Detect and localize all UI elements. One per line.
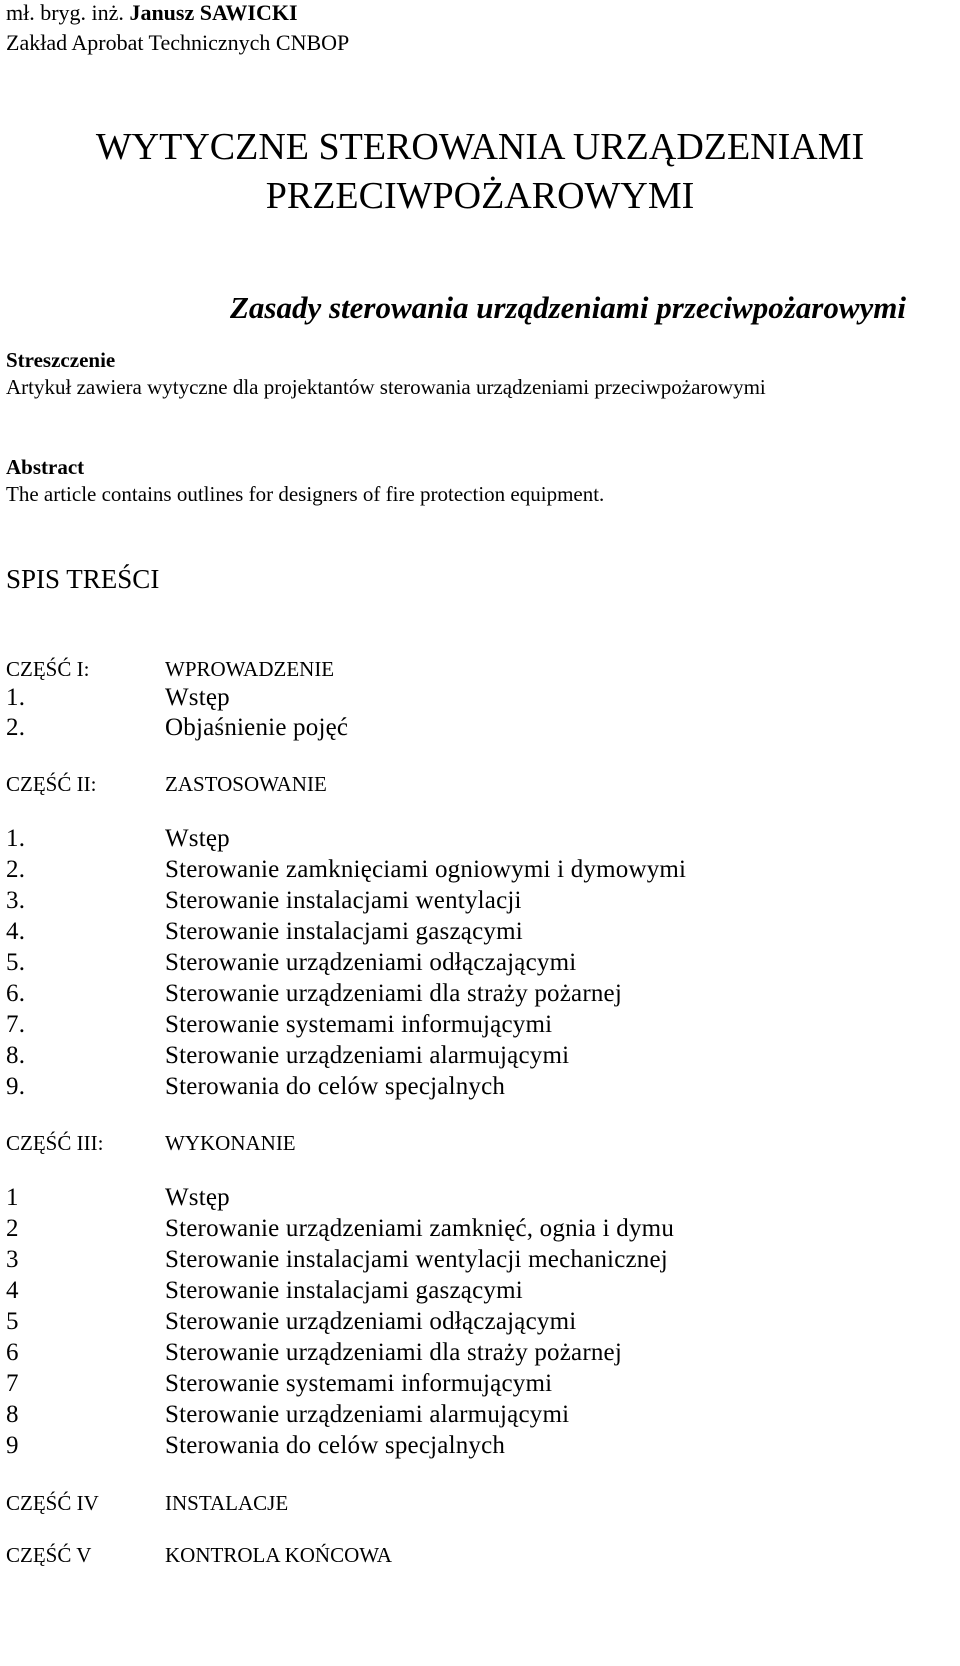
part3-item-4-text: Sterowanie instalacjami gaszącymi [165, 1277, 523, 1304]
abstract-text: The article contains outlines for designers of fire protection equipment. [6, 482, 605, 506]
subtitle [0, 290, 960, 326]
part2-item-6-num: 6. [6, 980, 26, 1007]
part2-item-1-text: Wstęp [165, 825, 230, 852]
part2-item-2-num: 2. [6, 856, 26, 883]
summary-heading: Streszczenie [6, 348, 116, 372]
toc-heading: SPIS TREŚCI [6, 564, 160, 594]
part3-item-9-num: 9 [6, 1432, 19, 1459]
part3-item-3-text: Sterowanie instalacjami wentylacji mechanicznej [165, 1246, 668, 1273]
part3-item-6-num: 6 [6, 1339, 19, 1366]
part1-item-1-num: 1. [6, 684, 26, 711]
part3-item-8-text: Sterowanie urządzeniami alarmującymi [165, 1401, 570, 1428]
part3-item-3-num: 3 [6, 1246, 19, 1273]
author-name: Janusz SAWICKI [129, 0, 298, 25]
part3-item-5-text: Sterowanie urządzeniami odłączającymi [165, 1308, 577, 1335]
part1-item-2-num: 2. [6, 714, 26, 741]
part2-item-9-text: Sterowania do celów specjalnych [165, 1073, 506, 1100]
part3-item-4-num: 4 [6, 1277, 19, 1304]
part1-label: CZĘŚĆ I: [6, 657, 90, 681]
department: Zakład Aprobat Technicznych CNBOP [6, 30, 350, 55]
part2-name: ZASTOSOWANIE [165, 772, 327, 796]
author-line [6, 0, 298, 26]
part2-item-8-text: Sterowanie urządzeniami alarmującymi [165, 1042, 570, 1069]
part3-item-6-text: Sterowanie urządzeniami dla straży pożarnej [165, 1339, 623, 1366]
main-title-line-2: PRZECIWPOŻAROWYMI [265, 175, 695, 217]
part1-item-2-text: Objaśnienie pojęć [165, 714, 349, 741]
part2-item-7-num: 7. [6, 1011, 26, 1038]
part2-item-9-num: 9. [6, 1073, 26, 1100]
part3-item-2-num: 2 [6, 1215, 19, 1242]
part3-name: WYKONANIE [165, 1131, 296, 1155]
part3-item-8-num: 8 [6, 1401, 19, 1428]
part2-item-3-num: 3. [6, 887, 26, 914]
part2-item-2-text: Sterowanie zamknięciami ogniowymi i dymowymi [165, 856, 687, 883]
part5-label: CZĘŚĆ V [6, 1543, 92, 1567]
part1-item-1-text: Wstęp [165, 684, 230, 711]
summary-text: Artykuł zawiera wytyczne dla projektantów sterowania urządzeniami przeciwpożarowymi [6, 375, 766, 399]
part3-item-9-text: Sterowania do celów specjalnych [165, 1432, 506, 1459]
part2-item-1-num: 1. [6, 825, 26, 852]
part3-item-1-num: 1 [6, 1184, 19, 1211]
part4-name: INSTALACJE [165, 1491, 289, 1515]
part4-label: CZĘŚĆ IV [6, 1491, 99, 1515]
main-title-line-1: WYTYCZNE STEROWANIA URZĄDZENIAMI [95, 126, 865, 168]
part2-item-5-num: 5. [6, 949, 26, 976]
abstract-heading: Abstract [6, 455, 85, 479]
part3-item-1-text: Wstęp [165, 1184, 230, 1211]
part2-item-3-text: Sterowanie instalacjami wentylacji [165, 887, 522, 914]
part2-label: CZĘŚĆ II: [6, 772, 97, 796]
part3-item-5-num: 5 [6, 1308, 19, 1335]
part5-name: KONTROLA KOŃCOWA [165, 1543, 392, 1567]
part2-item-8-num: 8. [6, 1042, 26, 1069]
part2-item-7-text: Sterowanie systemami informującymi [165, 1011, 553, 1038]
author-prefix: mł. bryg. inż. [6, 0, 124, 25]
part2-item-4-text: Sterowanie instalacjami gaszącymi [165, 918, 523, 945]
part2-item-6-text: Sterowanie urządzeniami dla straży pożarnej [165, 980, 623, 1007]
part2-item-5-text: Sterowanie urządzeniami odłączającymi [165, 949, 577, 976]
part3-item-7-num: 7 [6, 1370, 19, 1397]
part3-item-2-text: Sterowanie urządzeniami zamknięć, ognia i dymu [165, 1215, 675, 1242]
part3-item-7-text: Sterowanie systemami informującymi [165, 1370, 553, 1397]
part2-item-4-num: 4. [6, 918, 26, 945]
subtitle-text: Zasady sterowania urządzeniami przeciwpożarowymi [229, 290, 906, 325]
part1-name: WPROWADZENIE [165, 657, 335, 681]
part3-label: CZĘŚĆ III: [6, 1131, 104, 1155]
